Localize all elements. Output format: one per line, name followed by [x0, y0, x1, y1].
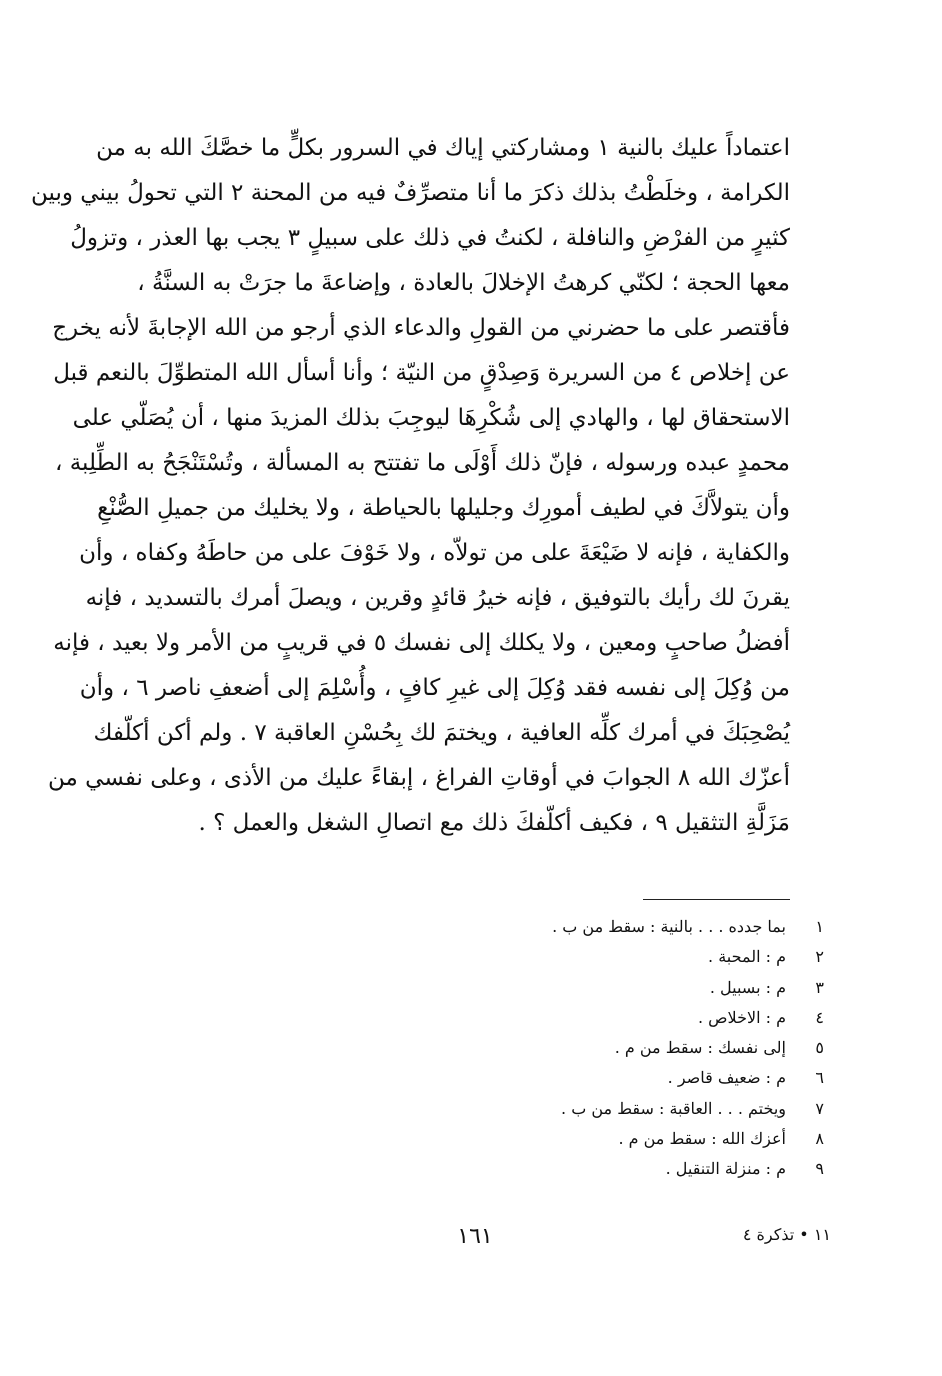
text-line: عن إخلاص ٤ من السريرة وَصِدْقٍ من النيّة ؛ وأنا أسأل الله المتطوِّلَ بالنعم قبل	[53, 360, 790, 386]
footnote	[404, 1154, 824, 1184]
text-line: وأن يتولاَّكَ في لطيف أمورِك وجليلها بالحياطة ، ولا يخليك من جميلِ الصُّنْعِ	[97, 495, 790, 521]
footnote-number: ٧	[815, 1098, 824, 1118]
footnote-number: ٦	[815, 1068, 824, 1088]
text-line: معها الحجة ؛ لكنّي كرهتُ الإخلالَ بالعادة ، وإضاعةَ ما جرَتْ به السنَّةُ ،	[137, 270, 790, 296]
page-number: ١٦١	[457, 1224, 493, 1249]
text-line: الكرامة ، وخلَطْتُ بذلك ذكرَ ما أنا متصرِّفٌ فيه من المحنة ٢ التي تحولُ بيني وبين	[31, 180, 790, 206]
text-line: الاستحقاق لها ، والهادي إلى شُكْرِهَا ليوجِبَ بذلك المزيدَ منها ، أن يُصَلّي على	[72, 405, 790, 431]
text-line: محمدٍ عبده ورسوله ، فإنّ ذلك أَوْلَى ما تفتتح به المسألة ، وتُسْتَنْجَحُ به الطِّلِبة ،	[54, 450, 790, 476]
footnote-separator	[643, 899, 790, 900]
footnote	[404, 1063, 824, 1093]
footnote-text: ويختم . . . العاقبة : سقط من ب .	[561, 1098, 786, 1118]
footnote-number: ٩	[815, 1159, 824, 1179]
footnote-number: ٤	[815, 1007, 824, 1027]
footnote	[404, 1003, 824, 1033]
footnote-text: م : ضعيف قاصر .	[667, 1068, 786, 1088]
footnote	[404, 1094, 824, 1124]
footnote-number: ٥	[815, 1038, 824, 1058]
footnote-text: م : بسبيل .	[709, 977, 786, 997]
footnote-text: بما جدده . . . بالنية : سقط من ب .	[552, 917, 786, 936]
footnote-number: ٣	[815, 977, 824, 997]
footnote	[404, 973, 824, 1003]
text-line: يُصْحِبَكَ في أمرك كلِّه العافية ، ويختمَ لك بِحُسْنِ العاقبة ٧ . ولم أكن أكلّفك	[93, 720, 790, 746]
text-line: أفضلُ صاحبٍ ومعين ، ولا يكلك إلى نفسك ٥ في قريبٍ من الأمر ولا بعيد ، فإنه	[53, 630, 790, 656]
footnote	[404, 942, 824, 972]
text-line: والكفاية ، فإنه لا ضَيْعَةَ على من تولاّه ، ولا خَوْفَ على من حاطَهُ وكفاه ، وأن	[79, 540, 790, 566]
footnote-text: م : الاخلاص .	[698, 1007, 786, 1027]
footnote-text: أعزك الله : سقط من م .	[618, 1129, 786, 1149]
main-text-block	[31, 126, 790, 846]
text-line: كثيرٍ من الفرْضِ والنافلة ، لكنتُ في ذلك على سبيلٍ ٣ يجب بها العذر ، وتزولُ	[70, 225, 790, 251]
text-line: من وُكِلَ إلى نفسه فقد وُكِلَ إلى غيرِ كافٍ ، وأُسْلِمَ إلى أضعفِ ناصر ٦ ، وأن	[79, 675, 790, 701]
footnote-text: م : المحبة .	[708, 947, 786, 967]
footnote-number: ٢	[815, 947, 824, 967]
text-line: اعتماداً عليك بالنية ١ ومشاركتي إياك في السرور بكلٍّ ما خصَّكَ الله به من	[96, 135, 790, 161]
footnotes-list	[404, 912, 824, 1185]
footnote-number: ١	[815, 917, 824, 936]
text-line: مَزَلَّةِ التثقيل ٩ ، فكيف أكلّفكَ ذلك مع اتصالِ الشغل والعمل ؟ .	[198, 810, 790, 836]
footnote-text: م : منزلة التنقيل .	[665, 1159, 786, 1179]
text-line: فأقتصر على ما حضرني من القولِ والدعاء الذي أرجو من الله الإجابةَ لأنه يخرج	[52, 315, 790, 341]
signature-mark: ١١ • تذكرة ٤	[742, 1225, 831, 1244]
footnote	[404, 1033, 824, 1063]
footnote-number: ٨	[815, 1129, 824, 1149]
text-line: أعزّك الله ٨ الجوابَ في أوقاتِ الفراغ ، إبقاءً عليك من الأذى ، وعلى نفسي من	[48, 765, 790, 791]
footnote-text: إلى نفسك : سقط من م .	[614, 1038, 786, 1058]
text-line: يقرنَ لك رأيك بالتوفيق ، فإنه خيرُ قائدٍ وقرين ، ويصلَ أمرك بالتسديد ، فإنه	[85, 585, 790, 611]
footnote	[404, 1124, 824, 1154]
footnote	[404, 912, 824, 942]
